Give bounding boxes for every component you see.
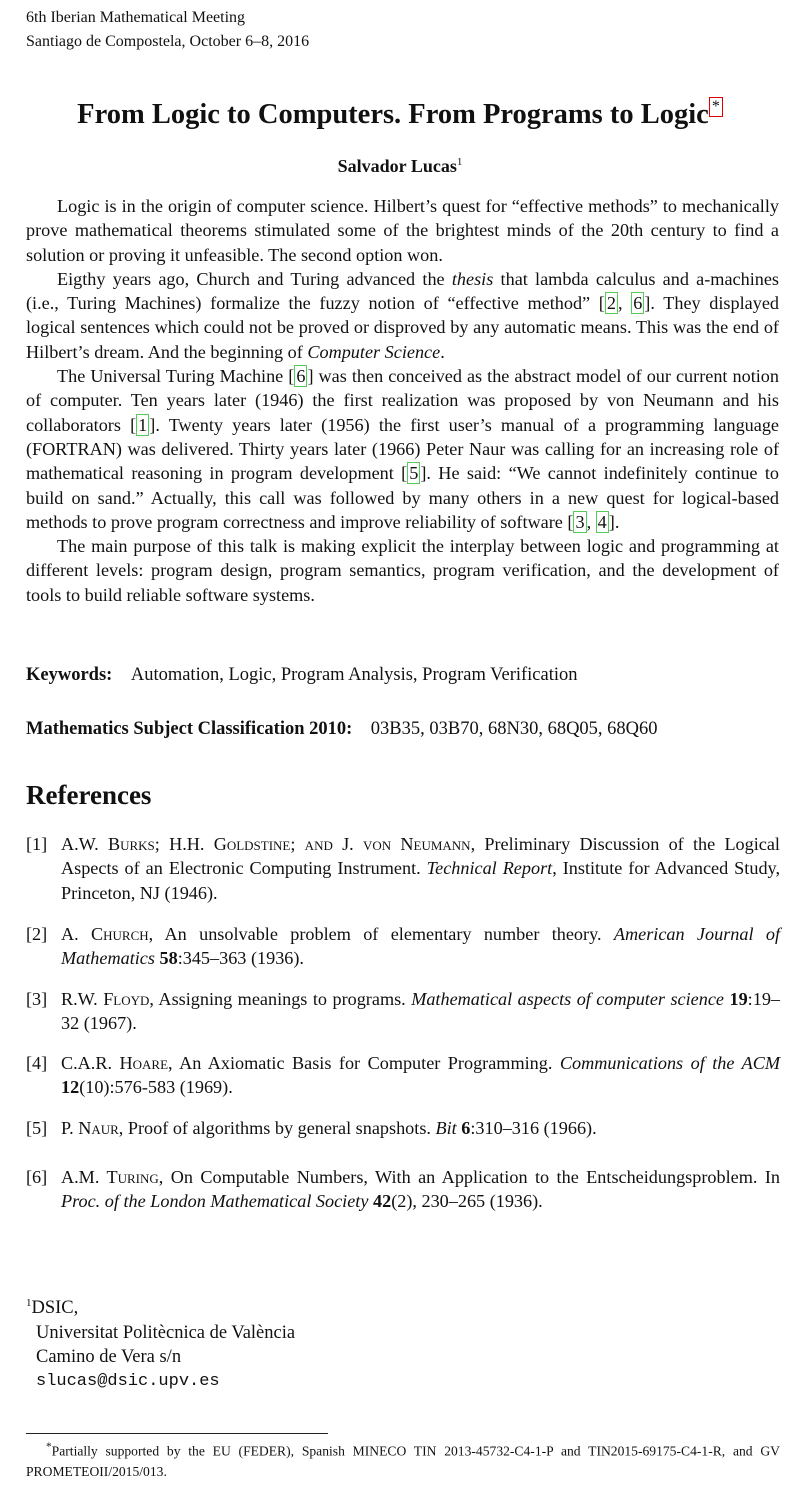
text-span: ]. bbox=[608, 511, 620, 532]
reference-1 bbox=[26, 832, 780, 905]
reference-body bbox=[61, 987, 780, 1036]
reference-details: :310–316 (1966). bbox=[470, 1118, 597, 1138]
title-footnote-link[interactable]: * bbox=[709, 97, 723, 117]
reference-venue: Mathematical aspects of computer science bbox=[411, 989, 724, 1009]
reference-volume: 19 bbox=[729, 989, 748, 1009]
reference-body bbox=[61, 922, 780, 971]
citation-link-2[interactable]: 2 bbox=[606, 293, 616, 314]
reference-title: , On Computable Numbers, With an Application to the Entscheidungsproblem. In bbox=[158, 1167, 780, 1187]
emphasis-computer-science: Computer Science bbox=[307, 341, 441, 362]
reference-volume: 42 bbox=[373, 1191, 392, 1212]
reference-3 bbox=[26, 987, 780, 1036]
author bbox=[0, 150, 800, 178]
text-span: , bbox=[617, 293, 632, 314]
abstract-paragraph-1: Logic is in the origin of computer science. Hilbert’s quest for “effective methods” to mechanically prove mathematical theorems stimulated some of the brightest minds of the 20th century to find a solution or proving it unfeasible. The second option won. bbox=[26, 196, 779, 265]
reference-6 bbox=[26, 1165, 780, 1214]
reference-venue: American Journal of Mathematics bbox=[61, 924, 780, 969]
reference-title: , Assigning meanings to programs. bbox=[149, 989, 412, 1009]
reference-volume: 12 bbox=[61, 1077, 80, 1098]
reference-details: (10):576-583 (1969). bbox=[79, 1077, 233, 1098]
reference-number: [6] bbox=[26, 1167, 48, 1187]
text-span: ] was then conceived as the abstract model of our current notion of computer. Ten years later (1946) the first realization was proposed by von Neumann and his collaborators [ bbox=[26, 366, 779, 435]
reference-venue: Communications of the ACM bbox=[559, 1053, 780, 1073]
abstract-paragraph-4: The main purpose of this talk is making explicit the interplay between logic and programming at different levels: program design, program semantics, program verification, and the development of tools to build reliable software systems. bbox=[26, 536, 779, 605]
text-span: that lambda calculus and a-machines (i.e., Turing Machines) formalize the fuzzy notion of “effective method” [ bbox=[26, 268, 779, 314]
reference-5 bbox=[26, 1116, 780, 1140]
reference-number: [1] bbox=[26, 834, 48, 854]
text-span: , bbox=[586, 511, 596, 532]
reference-body bbox=[61, 1165, 780, 1214]
meeting-location-date: Santiago de Compostela, October 6–8, 2016 bbox=[26, 33, 310, 50]
reference-authors: R.W. Floyd bbox=[61, 989, 150, 1009]
reference-2 bbox=[26, 922, 780, 971]
citation-link-3[interactable]: 3 bbox=[575, 511, 585, 532]
reference-number: [3] bbox=[26, 989, 48, 1009]
author-affiliation bbox=[26, 1291, 295, 1394]
text-span: . bbox=[440, 341, 445, 362]
author-email[interactable]: slucas@dsic.upv.es bbox=[36, 1371, 220, 1391]
msc-label: Mathematics Subject Classification 2010: bbox=[26, 719, 353, 739]
reference-authors: A. Church bbox=[61, 924, 149, 944]
meeting-name: 6th Iberian Mathematical Meeting bbox=[26, 9, 246, 26]
reference-number: [4] bbox=[26, 1053, 48, 1073]
reference-authors: A.M. Turing bbox=[61, 1167, 159, 1187]
text-span: ]. He said: “We cannot indefinitely continue to build on sand.” Actually, this call was followed by many others in a new quest for logical-based methods to prove program correctness and improve reliability of software [ bbox=[26, 463, 779, 532]
text-span: ]. They displayed logical sentences which could not be proved or disproved by any automatic means. This was the end of Hilbert’s dream. And the beginning of bbox=[26, 293, 779, 362]
affiliation-address: Camino de Vera s/n bbox=[36, 1347, 182, 1368]
citation-link-6[interactable]: 6 bbox=[296, 366, 306, 387]
abstract-paragraph-3 bbox=[26, 364, 779, 534]
reference-venue: Bit bbox=[435, 1118, 457, 1138]
text-span: ]. Twenty years later (1956) the first user’s manual of a programming language (FORTRAN) was delivered. Thirty years later (1966) Peter Naur was calling for an increasing role of mathematical reasoning in program development [ bbox=[26, 414, 779, 484]
citation-link-6[interactable]: 6 bbox=[633, 293, 643, 314]
msc-classification bbox=[26, 717, 658, 741]
reference-body bbox=[61, 1051, 780, 1100]
footnote-mark: * bbox=[46, 1441, 52, 1453]
reference-title: , Preliminary Discussion of the Logical Aspects of an Electronic Computing Instrument. bbox=[61, 834, 780, 879]
footnote-rule bbox=[26, 1433, 328, 1434]
reference-authors: P. Naur bbox=[61, 1118, 119, 1138]
citation-link-1[interactable]: 1 bbox=[138, 414, 148, 435]
citation-link-5[interactable]: 5 bbox=[409, 463, 419, 484]
affiliation-university: Universitat Politècnica de València bbox=[36, 1322, 296, 1343]
reference-venue: Technical Report bbox=[426, 858, 553, 879]
reference-details: , Institute for Advanced Study, Princeton, NJ (1946). bbox=[61, 858, 780, 903]
abstract-paragraph-2 bbox=[26, 267, 779, 364]
text-span: Eigthy years ago, Church and Turing advanced the bbox=[57, 268, 452, 289]
keywords-value: Automation, Logic, Program Analysis, Program Verification bbox=[130, 665, 578, 685]
abstract bbox=[26, 194, 779, 607]
reference-authors: A.W. Burks; H.H. Goldstine; and J. von Neumann bbox=[61, 834, 471, 854]
author-affiliation-mark: 1 bbox=[456, 156, 463, 168]
paper-title bbox=[0, 96, 800, 134]
reference-title: , An Axiomatic Basis for Computer Programming. bbox=[168, 1053, 560, 1073]
text-span: The Universal Turing Machine [ bbox=[57, 366, 295, 387]
reference-title: , An unsolvable problem of elementary number theory. bbox=[148, 924, 614, 944]
references-heading: References bbox=[26, 780, 152, 810]
reference-details: :345–363 (1936). bbox=[177, 948, 304, 969]
reference-volume: 58 bbox=[159, 948, 178, 969]
keywords bbox=[26, 663, 578, 687]
paper-title-text: From Logic to Computers. From Programs to Logic bbox=[77, 99, 709, 130]
reference-volume: 6 bbox=[461, 1118, 471, 1138]
emphasis-thesis: thesis bbox=[451, 268, 494, 289]
reference-number: [2] bbox=[26, 924, 48, 944]
reference-number: [5] bbox=[26, 1118, 48, 1138]
citation-link-4[interactable]: 4 bbox=[597, 511, 607, 532]
reference-title: , Proof of algorithms by general snapshots. bbox=[118, 1118, 436, 1138]
reference-venue: Proc. of the London Mathematical Society bbox=[61, 1191, 369, 1212]
reference-body bbox=[61, 832, 780, 905]
affiliation-line-1 bbox=[26, 1291, 295, 1321]
author-name: Salvador Lucas bbox=[337, 156, 457, 176]
msc-value: 03B35, 03B70, 68N30, 68Q05, 68Q60 bbox=[370, 719, 658, 739]
footnote-text: Partially supported by the EU (FEDER), Spanish MINECO TIN 2013-45732-C4-1-P and TIN2015-69175-C4-1-R, and GV PROMETEOII/2015/013. bbox=[26, 1443, 780, 1479]
reference-4 bbox=[26, 1051, 780, 1100]
funding-footnote bbox=[26, 1437, 780, 1482]
reference-details: :19–32 (1967). bbox=[61, 989, 781, 1034]
affiliation-department: DSIC, bbox=[31, 1298, 79, 1319]
reference-authors: C.A.R. Hoare bbox=[61, 1053, 169, 1073]
keywords-label: Keywords: bbox=[26, 665, 113, 685]
reference-body bbox=[61, 1116, 780, 1140]
reference-details: (2), 230–265 (1936). bbox=[391, 1191, 543, 1212]
affiliation-mark: 1 bbox=[26, 1297, 32, 1309]
